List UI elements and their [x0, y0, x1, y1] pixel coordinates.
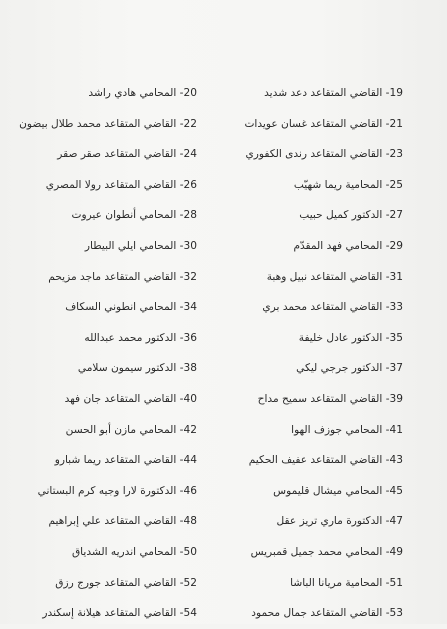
list-item: 49- المحامي محمد جميل قمبريس — [250, 545, 403, 558]
list-item: 21- القاضي المتقاعد غسان عويدات — [244, 117, 403, 130]
left-column-list — [0, 78, 197, 629]
list-item: 36- الدكتور محمد عبدالله — [84, 331, 197, 344]
list-item: 46- الدكتورة لارا وجيه كرم البستاني — [37, 484, 197, 497]
list-item: 45- المحامي ميشال قليموس — [273, 484, 403, 497]
list-item: 38- الدكتور سيمون سلامي — [77, 362, 197, 375]
list-item: 34- المحامي انطوني السكاف — [65, 301, 197, 314]
list-item: 37- الدكتور جرجي ليكي — [296, 362, 403, 375]
list-item: 29- المحامي فهد المقدّم — [293, 239, 403, 252]
list-item: 22- القاضي المتقاعد محمد طلال بيضون — [19, 117, 197, 130]
list-item: 31- القاضي المتقاعد نبيل وهبة — [266, 270, 403, 283]
list-item: 50- المحامي اندريه الشدياق — [71, 545, 197, 558]
list-item: 54- القاضي المتقاعد هيلانة إسكندر — [42, 607, 197, 620]
list-item: 32- القاضي المتقاعد ماجد مزيحم — [48, 270, 197, 283]
list-item: 51- المحامية مريانا الباشا — [290, 576, 403, 589]
list-item: 40- القاضي المتقاعد جان فهد — [64, 392, 197, 405]
list-item: 52- القاضي المتقاعد جورج رزق — [55, 576, 197, 589]
right-column-list — [213, 78, 403, 629]
list-item: 26- القاضي المتقاعد رولا المصري — [45, 178, 197, 191]
list-item: 42- المحامي مازن أبو الحسن — [65, 423, 197, 436]
list-item: 44- القاضي المتقاعد ريما شبارو — [54, 454, 197, 467]
list-item: 47- الدكتورة ماري تريز عقل — [276, 515, 403, 528]
list-item: 41- المحامي جوزف الهوا — [291, 423, 403, 436]
list-item: 20- المحامي هادي راشد — [88, 87, 197, 99]
list-item: 35- الدكتور عادل خليفة — [298, 331, 403, 344]
list-item: 53- القاضي المتقاعد جمال محمود — [251, 607, 403, 620]
list-item: 39- القاضي المتقاعد سميح مداح — [257, 392, 403, 405]
list-item: 23- القاضي المتقاعد رندى الكفوري — [245, 148, 403, 161]
list-item: 19- القاضي المتقاعد دعد شديد — [264, 87, 403, 99]
list-item: 43- القاضي المتقاعد عفيف الحكيم — [248, 454, 403, 467]
list-item: 27- الدكتور كميل حبيب — [299, 209, 403, 222]
list-item: 33- القاضي المتقاعد محمد بري — [262, 301, 403, 314]
list-item: 48- القاضي المتقاعد علي إبراهيم — [48, 515, 197, 528]
list-item: 24- القاضي المتقاعد صقر صقر — [57, 148, 197, 161]
list-item: 30- المحامي ايلي البيطار — [84, 239, 197, 252]
list-item: 25- المحامية ريما شهيّب — [293, 178, 403, 191]
list-item: 28- المحامي أنطوان عيروت — [71, 209, 197, 222]
